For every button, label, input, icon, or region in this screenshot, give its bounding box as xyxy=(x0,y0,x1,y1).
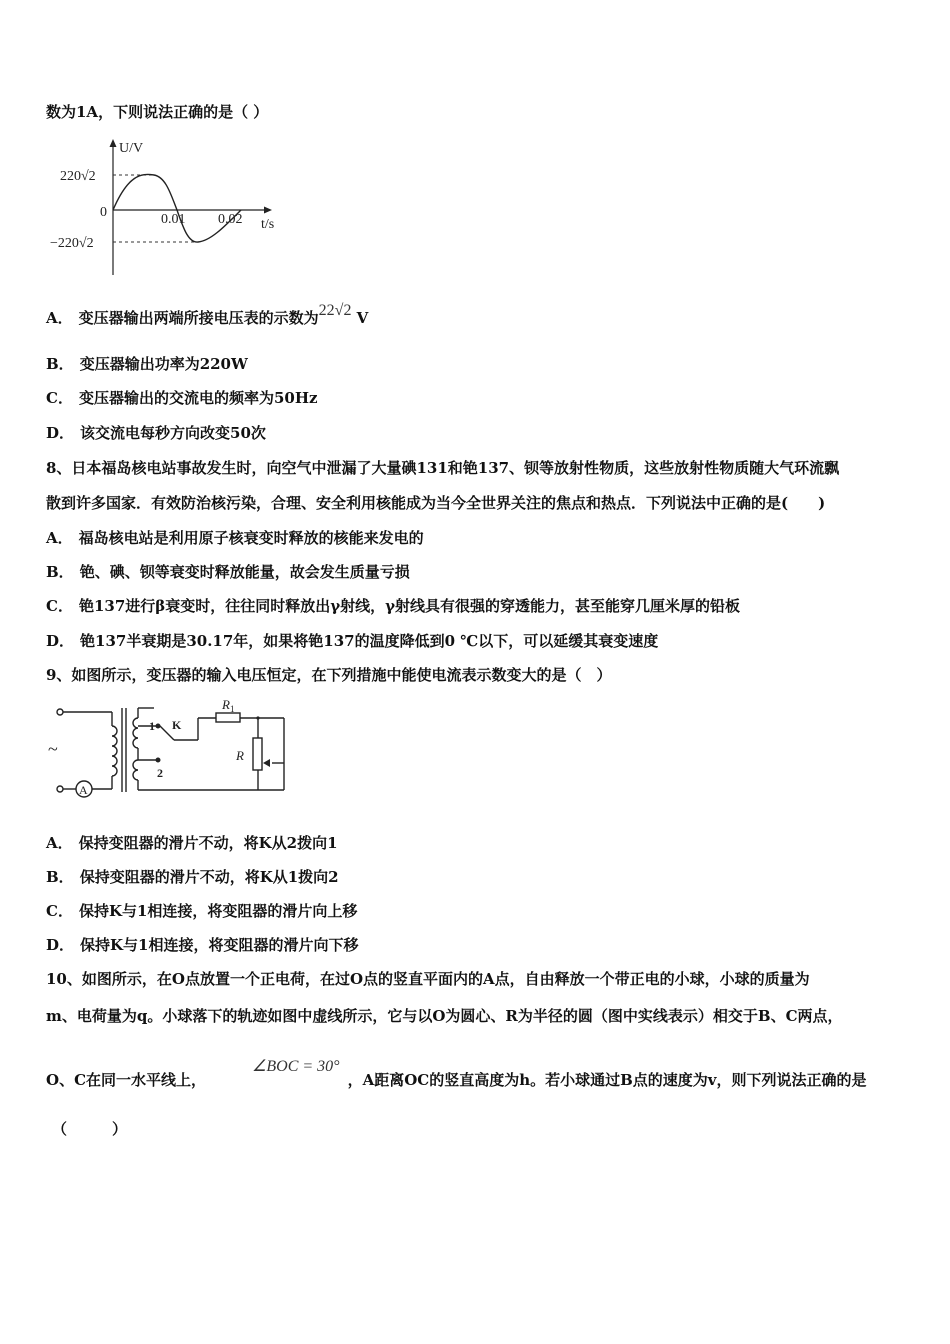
question-7-stem-tail: 数为1A，下则说法正确的是（ ） xyxy=(46,103,269,121)
graph-origin-label: 0 xyxy=(100,205,107,220)
q10-angle-math: ∠BOC = 30° xyxy=(252,1058,340,1075)
graph-y-max-label: 220√2 xyxy=(60,169,96,184)
q8-option-c: C． 铯137进行β衰变时，往往同时释放出γ射线，γ射线具有很强的穿透能力，甚至能穿几厘米厚的铅板 xyxy=(46,597,741,615)
q10-stem-line-2: m、电荷量为q。小球落下的轨迹如图中虚线所示，它与以O为圆心、R为半径的圆（图中实线表示）相交于B、C两点， xyxy=(46,1007,843,1025)
circuit-rheostat-label: R xyxy=(236,748,244,763)
q9-option-d: D． 保持K与1相连接，将变阻器的滑片向下移 xyxy=(46,936,359,954)
q8-option-b: B． 铯、碘、钡等衰变时释放能量，故会发生质量亏损 xyxy=(46,563,410,581)
q7-option-a-math: 22√2 xyxy=(318,302,352,319)
q9-option-a: A． 保持变阻器的滑片不动，将K从2拨向1 xyxy=(46,834,338,852)
graph-x-tick-1: 0.01 xyxy=(161,212,186,227)
q7-option-d: D． 该交流电每秒方向改变50次 xyxy=(46,424,266,442)
q8-option-d: D． 铯137半衰期是30.17年，如果将铯137的温度降低到0 ℃以下，可以延缓其衰变速度 xyxy=(46,632,659,650)
graph-x-axis-label: t/s xyxy=(261,217,275,232)
circuit-ammeter-label: A xyxy=(79,783,88,797)
q9-option-c: C． 保持K与1相连接，将变阻器的滑片向上移 xyxy=(46,902,358,920)
q7-option-b: B． 变压器输出功率为220W xyxy=(46,355,248,373)
q9-option-b: B． 保持变阻器的滑片不动，将K从1拨向2 xyxy=(46,868,339,886)
circuit-resistor-r1-label: $R_1$ xyxy=(222,698,235,714)
graph-x-tick-2: 0.02 xyxy=(218,212,243,227)
q10-answer-blank: （ ） xyxy=(52,1120,128,1138)
q7-option-c: C． 变压器输出的交流电的频率为50Hz xyxy=(46,389,318,407)
circuit-ac-symbol: ~ xyxy=(48,739,58,759)
q10-stem-line-1: 10、如图所示，在O点放置一个正电荷，在过O点的竖直平面内的A点，自由释放一个带正电的小球，小球的质量为 xyxy=(46,970,810,988)
q8-option-a: A． 福岛核电站是利用原子核衰变时释放的核能来发电的 xyxy=(46,529,424,547)
circuit-tap-1: 1 xyxy=(149,719,155,733)
q10-stem-line-3: O、C在同一水平线上，∠BOC = 30°，A距离OC的竖直高度为h。若小球通过B点的速度为v，则下列说法正确的是 xyxy=(46,1058,867,1089)
graph-y-axis-label: U/V xyxy=(119,141,144,156)
q8-stem-line-1: 8、日本福岛核电站事故发生时，向空气中泄漏了大量碘131和铯137、钡等放射性物质，这些放射性物质随大气环流飘 xyxy=(46,459,840,477)
q8-stem-line-2: 散到许多国家．有效防治核污染，合理、安全利用核能成为当今全世界关注的焦点和热点．下列说法中正确的是( ) xyxy=(46,494,826,512)
circuit-tap-2: 2 xyxy=(157,766,163,780)
transformer-circuit-diagram xyxy=(46,698,296,808)
circuit-switch-label: K xyxy=(172,718,182,732)
graph-y-min-label: −220√2 xyxy=(50,236,94,251)
q7-option-a: A． 变压器输出两端所接电压表的示数为22√2 V xyxy=(46,302,369,327)
q9-stem: 9、如图所示，变压器的输入电压恒定，在下列措施中能使电流表示数变大的是（ ） xyxy=(46,666,612,684)
voltage-time-graph xyxy=(46,135,296,280)
